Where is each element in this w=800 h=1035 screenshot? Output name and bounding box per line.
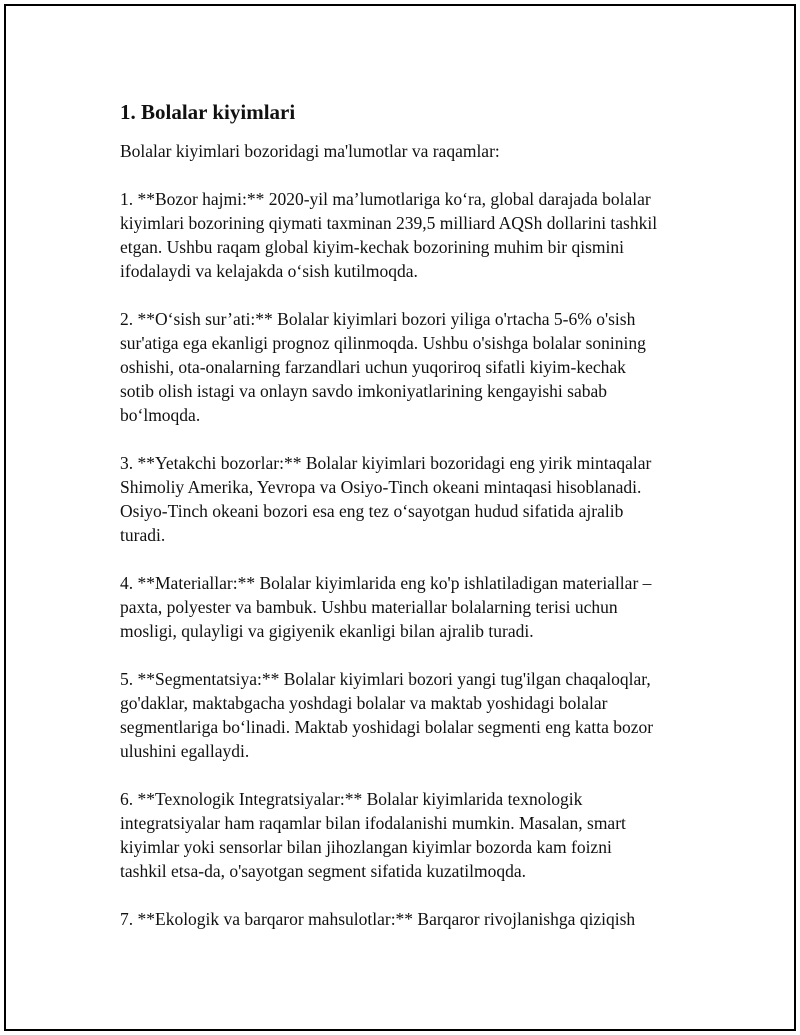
paragraph-line: 2. **O‘sish sur’ati:** Bolalar kiyimlari bozori yiliga o'rtacha 5-6% o'sish bbox=[120, 309, 636, 329]
document-content bbox=[120, 98, 720, 955]
paragraph-line: oshishi, ota-onalarning farzandlari uchun yuqoriroq sifatli kiyim-kechak bbox=[120, 357, 626, 377]
paragraph-line: integratsiyalar ham raqamlar bilan ifodalanishi mumkin. Masalan, smart bbox=[120, 813, 626, 833]
paragraph-line: turadi. bbox=[120, 525, 166, 545]
document-page bbox=[4, 4, 796, 1031]
paragraph-eco-products bbox=[120, 907, 720, 931]
paragraph-line: kiyimlari bozorining qiymati taxminan 239,5 milliard AQSh dollarini tashkil bbox=[120, 213, 658, 233]
paragraph-line: go'daklar, maktabgacha yoshdagi bolalar va maktab yoshidagi bolalar bbox=[120, 693, 608, 713]
paragraph-line: paxta, polyester va bambuk. Ushbu materiallar bolalarning terisi uchun bbox=[120, 597, 618, 617]
paragraph-line: Osiyo-Tinch okeani bozori esa eng tez o‘sayotgan hudud sifatida ajralib bbox=[120, 501, 624, 521]
paragraph-line: segmentlariga bo‘linadi. Maktab yoshidagi bolalar segmenti eng katta bozor bbox=[120, 717, 654, 737]
paragraph-line: ulushini egallaydi. bbox=[120, 741, 250, 761]
paragraph-technology bbox=[120, 787, 720, 883]
paragraph-leading-markets bbox=[120, 451, 720, 547]
paragraph-line: bo‘lmoqda. bbox=[120, 405, 201, 425]
paragraph-line: etgan. Ushbu raqam global kiyim-kechak bozorining muhim bir qismini bbox=[120, 237, 625, 257]
document-title: 1. Bolalar kiyimlari bbox=[120, 100, 296, 124]
paragraph-line: sur'atiga ega ekanligi prognoz qilinmoqda. Ushbu o'sishga bolalar sonining bbox=[120, 333, 646, 353]
paragraph-line: kiyimlar yoki sensorlar bilan jihozlangan kiyimlar bozorda kam foizni bbox=[120, 837, 612, 857]
paragraph-line: 5. **Segmentatsiya:** Bolalar kiyimlari bozori yangi tug'ilgan chaqaloqlar, bbox=[120, 669, 651, 689]
paragraph-line: sotib olish istagi va onlayn savdo imkoniyatlarining kengayishi sabab bbox=[120, 381, 608, 401]
paragraph-line: 4. **Materiallar:** Bolalar kiyimlarida eng ko'p ishlatiladigan materiallar – bbox=[120, 573, 652, 593]
paragraph-line: 3. **Yetakchi bozorlar:** Bolalar kiyimlari bozoridagi eng yirik mintaqalar bbox=[120, 453, 652, 473]
paragraph-line: Shimoliy Amerika, Yevropa va Osiyo-Tinch okeani mintaqasi hisoblanadi. bbox=[120, 477, 642, 497]
paragraph-line: ifodalaydi va kelajakda o‘sish kutilmoqda. bbox=[120, 261, 418, 281]
paragraph-line: 1. **Bozor hajmi:** 2020-yil ma’lumotlariga ko‘ra, global darajada bolalar bbox=[120, 189, 651, 209]
paragraph-growth-rate bbox=[120, 307, 720, 427]
paragraph-segmentation bbox=[120, 667, 720, 763]
paragraph-line: 7. **Ekologik va barqaror mahsulotlar:** Barqaror rivojlanishga qiziqish bbox=[120, 909, 636, 929]
paragraph-line: 6. **Texnologik Integratsiyalar:** Bolalar kiyimlarida texnologik bbox=[120, 789, 583, 809]
intro-text: Bolalar kiyimlari bozoridagi ma'lumotlar va raqamlar: bbox=[120, 141, 500, 161]
paragraph-market-size bbox=[120, 187, 720, 283]
paragraph-line: tashkil etsa-da, o'sayotgan segment sifatida kuzatilmoqda. bbox=[120, 861, 527, 881]
paragraph-line: mosligi, qulayligi va gigiyenik ekanligi bilan ajralib turadi. bbox=[120, 621, 534, 641]
paragraph-materials bbox=[120, 571, 720, 643]
